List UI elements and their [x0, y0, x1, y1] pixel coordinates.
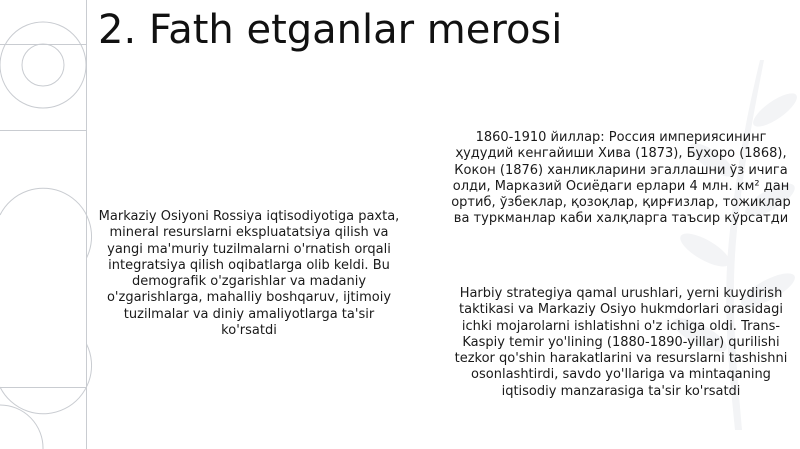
- right-bottom-text-block: Harbiy strategiya qamal urushlari, yerni kuydirish taktikasi va Markaziy Osiyo hukmdorlari orasidagi ichki mojarolarni ishlatishni o'z ichiga oldi. Trans-Kaspiy temir yo'lining (1880-1890-yillar) qurilishi tezkor qo'shin harakatlarini va resurslarni tashishni osonlashtirdi, savdo yo'llariga va mintaqaning iqtisodiy manzarasiga ta'sir ko'rsatdi: [454, 286, 788, 399]
- slide-title: 2. Fath etganlar merosi: [98, 7, 563, 53]
- right-top-text-block: 1860-1910 йиллар: Россия империясининг ҳудудий кенгайиши Хива (1873), Бухоро (1868), Кокон (1876) ханликларини эгаллашни ўз ичига олди, Марказий Осиёдаги ерлари 4 млн. км² дан ортиб, ўзбеклар, қозоқлар, қирғизлар, тожиклар ва туркманлар каби халқларга таъсир кўрсатди: [451, 130, 791, 227]
- left-text-block: Markaziy Osiyoni Rossiya iqtisodiyotiga paxta, mineral resurslarni ekspluatatsiya qilish va yangi ma'muriy tuzilmalarni o'rnatish orqali integratsiya qilish oqibatlarga olib keldi. Bu demografik o'zgarishlar va madaniy o'zgarishlarga, mahalliy boshqaruv, ijtimoiy tuzilmalar va diniy amaliyotlarga ta'sir ko'rsatdi: [98, 209, 400, 339]
- deco-arc-lower: [0, 344, 92, 414]
- deco-arc-bottom: [0, 405, 43, 449]
- deco-arc-upper: [0, 188, 92, 258]
- deco-circle-small: [22, 44, 64, 86]
- deco-circle-large: [0, 22, 86, 108]
